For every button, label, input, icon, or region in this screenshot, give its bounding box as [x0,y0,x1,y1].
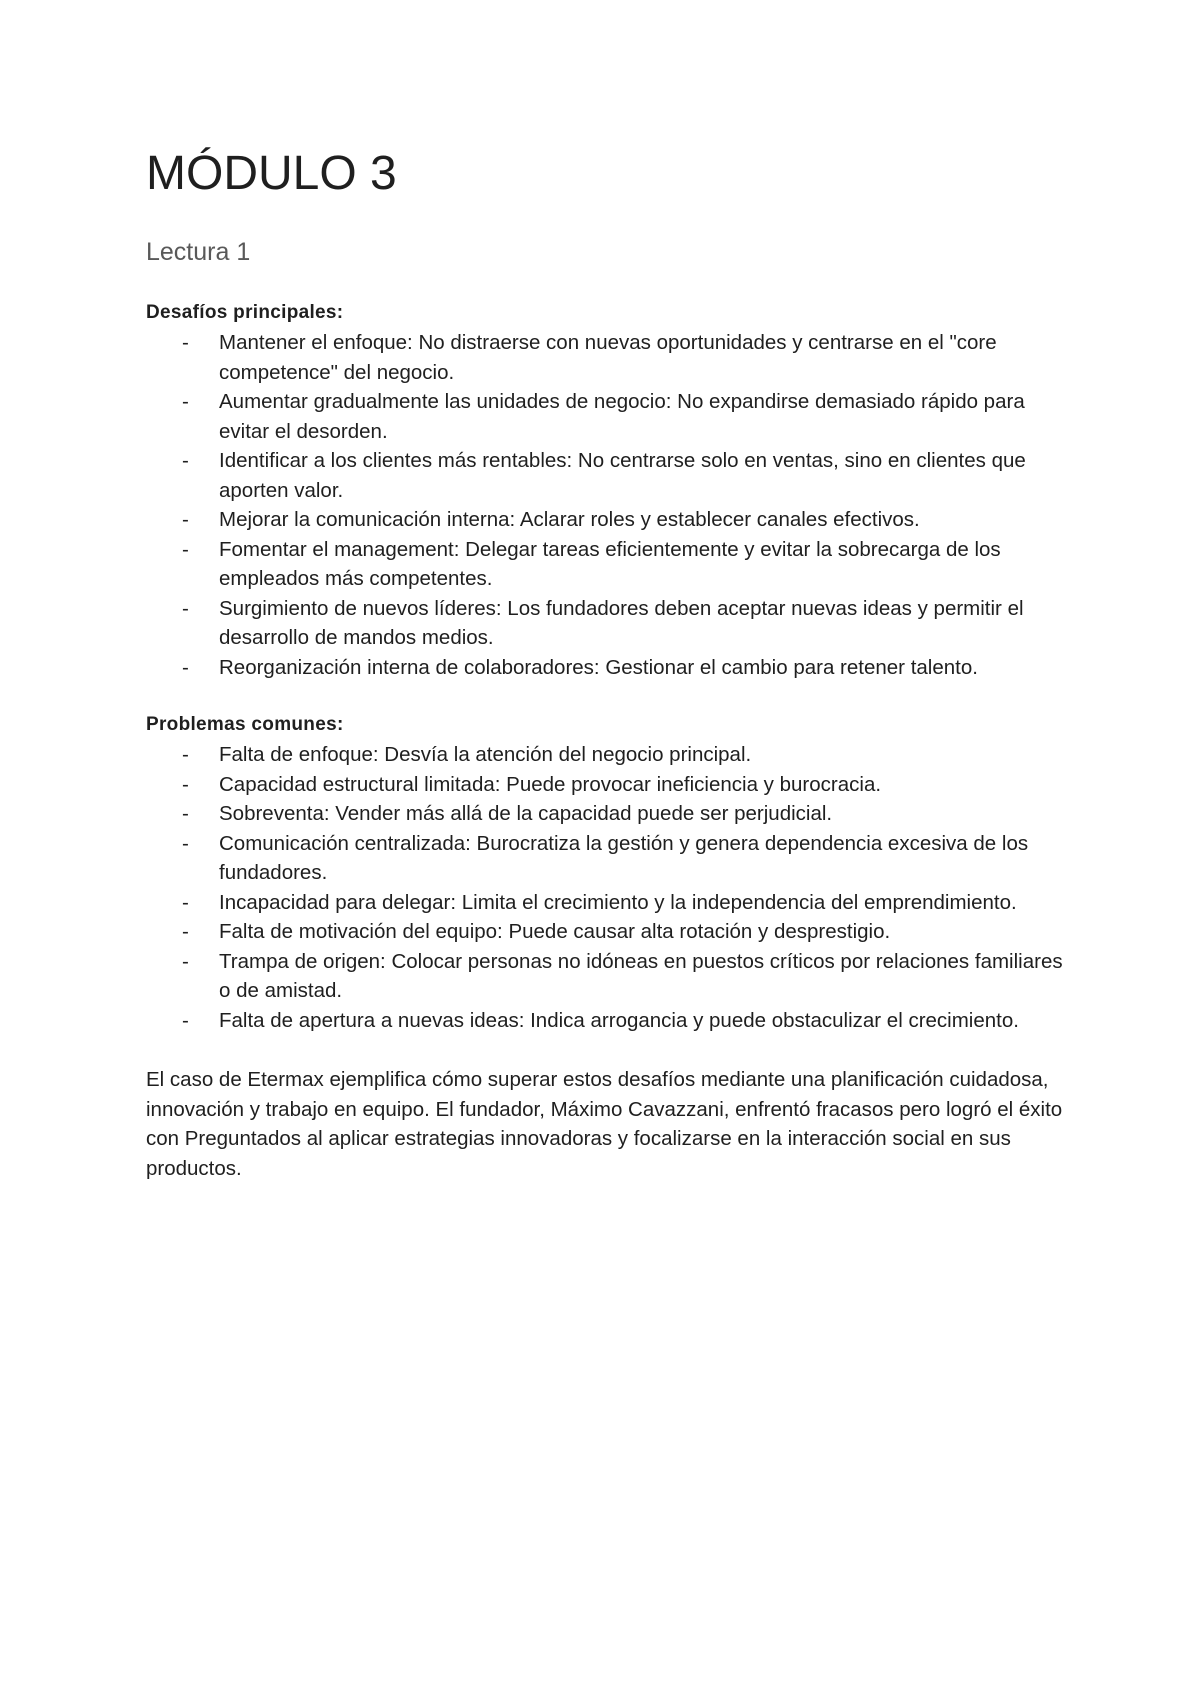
list-item [146,770,1066,800]
dash-bullet: - [182,743,189,766]
list-item-text: Falta de apertura a nuevas ideas: Indica arrogancia y puede obstaculizar el crecimiento. [219,1008,1019,1032]
list-item-text: Falta de enfoque: Desvía la atención del negocio principal. [219,743,752,766]
list-item [146,594,1066,653]
section-problemas [146,710,1066,1035]
bullet-list [146,740,1066,1035]
list-item-text: Surgimiento de nuevos líderes: Los fundadores deben aceptar nuevas ideas y permitir el desarrollo de mandos medios. [219,596,1024,649]
list-item-text: Capacidad estructural limitada: Puede provocar ineficiencia y burocracia. [219,772,882,796]
list-item-text: Identificar a los clientes más rentables: No centrarse solo en ventas, sino en clientes que aporten valor. [219,449,1026,502]
list-item [146,387,1066,446]
dash-bullet: - [182,508,189,531]
dash-bullet: - [182,949,189,973]
list-item-text: Reorganización interna de colaboradores: Gestionar el cambio para retener talento. [219,655,978,679]
list-item-text: Mantener el enfoque: No distraerse con nuevas oportunidades y centrarse en el "core competence" del negocio. [219,331,997,384]
list-item [146,799,1066,829]
dash-bullet: - [182,331,189,354]
document-page [146,146,1066,1183]
list-item-text: Fomentar el management: Delegar tareas eficientemente y evitar la sobrecarga de los empleados más competentes. [219,537,1001,590]
bullet-list [146,328,1066,682]
dash-bullet: - [182,802,189,825]
list-item-text: Comunicación centralizada: Burocratiza la gestión y genera dependencia excesiva de los fundadores. [219,831,1029,884]
dash-bullet: - [182,537,189,561]
dash-bullet: - [182,831,189,855]
section-heading: Problemas comunes: [146,714,344,735]
dash-bullet: - [182,596,189,620]
dash-bullet: - [182,920,189,943]
page-title: MÓDULO 3 [146,147,397,200]
list-item-text: Aumentar gradualmente las unidades de negocio: No expandirse demasiado rápido para evitar el desorden. [219,390,1025,443]
list-item [146,505,1066,535]
list-item [146,328,1066,387]
list-item [146,446,1066,505]
dash-bullet: - [182,449,189,472]
list-item [146,888,1066,918]
closing-paragraph: El caso de Etermax ejemplifica cómo superar estos desafíos mediante una planificación cuidadosa, innovación y trabajo en equipo. El fundador, Máximo Cavazzani, enfrentó fracasos pero logró el éxito con Preguntados al aplicar estrategias innovadoras y focalizarse en la interacción social en sus productos. [146,1068,1063,1180]
list-item [146,653,1066,683]
list-item-text: Incapacidad para delegar: Limita el crecimiento y la independencia del emprendimiento. [219,890,1017,914]
dash-bullet: - [182,890,189,914]
list-item [146,740,1066,770]
list-item [146,1006,1066,1036]
list-item [146,829,1066,888]
dash-bullet: - [182,772,189,796]
list-item [146,947,1066,1006]
list-item [146,917,1066,947]
dash-bullet: - [182,1008,189,1032]
section-desafios [146,298,1066,682]
section-heading: Desafíos principales: [146,302,344,323]
list-item-text: Mejorar la comunicación interna: Aclarar roles y establecer canales efectivos. [219,508,920,531]
list-item [146,535,1066,594]
page-subtitle: Lectura 1 [146,238,251,266]
list-item-text: Falta de motivación del equipo: Puede causar alta rotación y desprestigio. [219,920,891,943]
list-item-text: Sobreventa: Vender más allá de la capacidad puede ser perjudicial. [219,802,833,825]
dash-bullet: - [182,390,189,413]
list-item-text: Trampa de origen: Colocar personas no idóneas en puestos críticos por relaciones familiares o de amistad. [219,949,1063,1002]
dash-bullet: - [182,655,189,679]
